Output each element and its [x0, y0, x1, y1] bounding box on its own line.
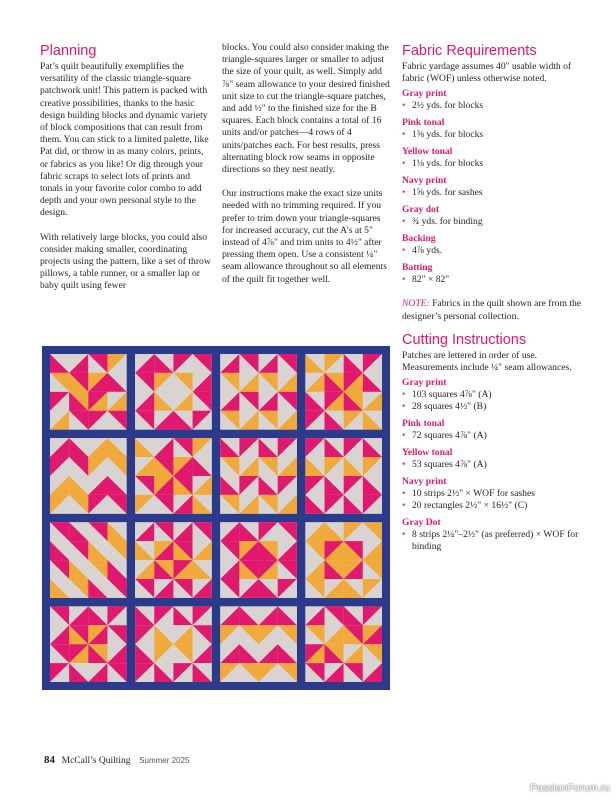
planning-paragraph-3: blocks. You could also consider making the triangle-squares larger or smaller to adjust the size of your quilt, as well. Simply add ⅞" seam allowance to your desired finished unit size to cut the triangle-square patches, and add ½" to the finished size for the B squares. Each block contains a total of 16 units and/or patches—4 rows of 4 units/patches each. For best results, press alternating block row seams in opposite directions so they nest neatly. [222, 42, 390, 176]
page-number: 84 [44, 754, 55, 766]
category-items [402, 158, 594, 170]
cutting-list [402, 377, 594, 553]
category-heading: Gray print [402, 377, 447, 389]
category-items [402, 529, 594, 553]
category-items [402, 187, 594, 199]
list-item: • 53 squares 4⅞" (A) [402, 459, 594, 471]
planning-continued-column [222, 42, 394, 298]
list-item: • 20 rectangles 2½" × 16½" (C) [402, 500, 594, 512]
page-footer [44, 754, 189, 766]
category-heading: Batting [402, 262, 433, 274]
list-item: • 103 squares 4⅞" (A) [402, 389, 594, 401]
list-item: • 10 strips 2½" × WOF for sashes [402, 488, 594, 500]
list-item: • 1⅜ yds. for blocks [402, 129, 594, 141]
list-item: • 2½ yds. for blocks [402, 100, 594, 112]
category-heading: Navy print [402, 175, 447, 187]
issue-date: Summer 2025 [139, 756, 190, 765]
list-item: • 8 strips 2¼"–2½" (as preferred) × WOF for binding [402, 529, 594, 553]
list-item: • 4⅞ yds. [402, 245, 594, 257]
list-item: • 1⅛ yds. for blocks [402, 158, 594, 170]
category-heading: Yellow tonal [402, 146, 453, 158]
note-text: Fabrics in the quilt shown are from the designer’s personal collection. [402, 298, 582, 322]
cutting-intro: Patches are lettered in order of use. Measurements include ¼" seam allowances. [402, 349, 572, 374]
category-heading: Yellow tonal [402, 447, 453, 459]
category-heading: Gray print [402, 88, 447, 100]
list-item: • ¾ yds. for binding [402, 216, 594, 228]
note-label: NOTE: [402, 298, 430, 310]
fabric-list [402, 88, 594, 286]
list-item: • 82" × 82" [402, 274, 594, 286]
planning-paragraph-2: With relatively large blocks, you could also consider making smaller, coordinating projects using the pattern, like a set of throw pillows, a table runner, or a smaller lap or baby quilt using fewer [40, 231, 211, 292]
magazine-name: McCall’s Quilting [61, 756, 131, 766]
category-heading: Gray Dot [402, 517, 441, 529]
category-items [402, 488, 594, 512]
category-items [402, 389, 594, 413]
category-heading: Gray dot [402, 204, 440, 216]
cutting-instructions-title: Cutting Instructions [402, 331, 527, 348]
planning-paragraph-1: Pat’s quilt beautifully exemplifies the versatility of the classic triangle-square patchwork unit! This pattern is packed with creative possibilities, thanks to the basic design building blocks and dynamic variety of block compositions that can result from them. You can stick to a limited palette, like Pat did, or throw in as many colors, prints, or fabrics as you like! Or dig through your fabric scraps to select lots of prints and tonals in your favorite color combo to add depth and your own personal style to the design. [40, 61, 209, 219]
planning-title: Planning [40, 43, 97, 59]
category-heading: Pink tonal [402, 418, 445, 430]
category-items [402, 430, 594, 442]
planning-paragraph-4: Our instructions make the exact size units needed with no trimming required. If you prefer to trim down your triangle-squares for increased accuracy, cut the A’s at 5" instead of 4⅞" and trim units to 4½" after pressing them open. Use a consistent ¼" seam allowance throughout so all elements of the quilt fit together well. [222, 188, 387, 285]
category-items [402, 459, 594, 471]
category-heading: Pink tonal [402, 117, 445, 129]
list-item: • 28 squares 4½" (B) [402, 401, 594, 413]
planning-column [40, 42, 212, 305]
category-items [402, 216, 594, 228]
category-items [402, 274, 594, 286]
category-heading: Navy print [402, 476, 447, 488]
list-item: • 72 squares 4⅞" (A) [402, 430, 594, 442]
fabric-intro: Fabric yardage assumes 40" usable width of fabric (WOF) unless otherwise noted. [402, 61, 572, 85]
watermark: PassionForum.ru [530, 782, 610, 794]
category-items [402, 245, 594, 257]
category-items [402, 129, 594, 141]
list-item: • 1⅝ yds. for sashes [402, 187, 594, 199]
quilt-photo [42, 346, 390, 690]
category-items [402, 100, 594, 112]
fabric-requirements-title: Fabric Requirements [402, 43, 537, 59]
requirements-column [402, 42, 594, 558]
category-heading: Backing [402, 233, 436, 245]
fabric-note [402, 298, 594, 322]
